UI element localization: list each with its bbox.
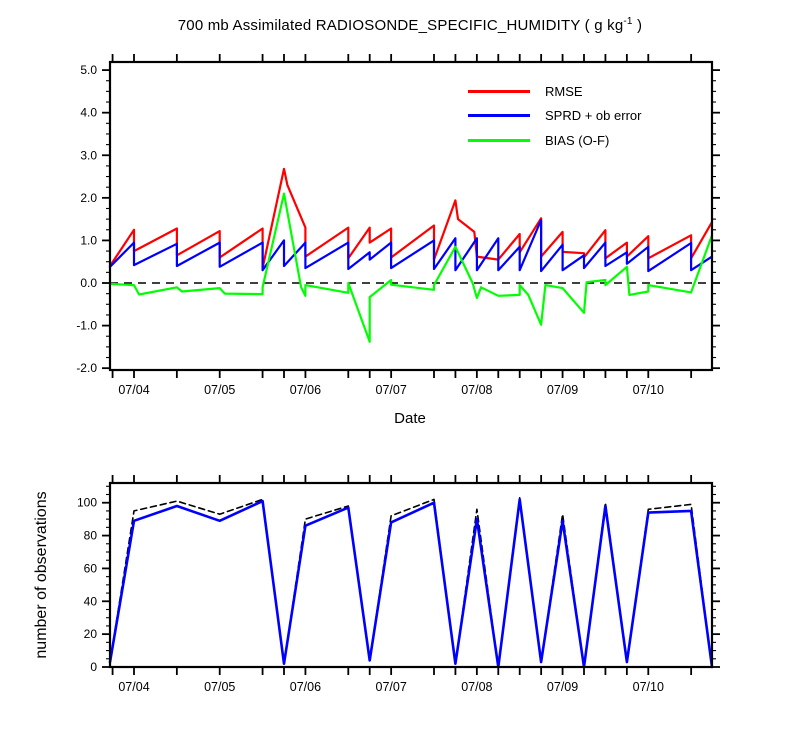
svg-text:07/04: 07/04	[118, 383, 150, 397]
svg-text:07/07: 07/07	[375, 680, 407, 694]
svg-text:07/06: 07/06	[289, 383, 322, 397]
svg-text:5.0: 5.0	[80, 63, 97, 78]
x-axis-title: Date	[394, 410, 426, 427]
bottom-chart-canvas	[0, 460, 800, 750]
legend-label-sprd: SPRD + ob error	[545, 108, 642, 123]
svg-text:0: 0	[90, 660, 97, 674]
svg-text:07/04: 07/04	[118, 680, 150, 694]
series-bias-o-f-	[110, 194, 712, 342]
svg-text:60: 60	[83, 561, 97, 576]
svg-text:0.0: 0.0	[80, 276, 97, 291]
svg-text:80: 80	[83, 528, 97, 543]
legend-label-rmse: RMSE	[545, 84, 583, 99]
series-observations-assimilated	[110, 499, 712, 667]
svg-text:07/09: 07/09	[546, 383, 579, 397]
y-axis-title-observations: number of observations	[33, 491, 50, 659]
svg-text:07/05: 07/05	[204, 680, 236, 694]
series-possible-observations	[110, 498, 712, 667]
chart-title-main: 700 mb Assimilated RADIOSONDE_SPECIFIC_HUMIDITY ( g kg	[177, 17, 624, 34]
bias-line-swatch	[468, 139, 530, 142]
svg-text:07/09: 07/09	[546, 680, 579, 694]
top-axes	[76, 54, 720, 397]
chart-title-end: )	[632, 17, 643, 34]
svg-text:100: 100	[76, 495, 97, 510]
svg-text:07/06: 07/06	[289, 680, 322, 694]
svg-text:07/08: 07/08	[461, 680, 493, 694]
svg-text:4.0: 4.0	[80, 105, 97, 120]
chart-title-superscript: -1	[623, 16, 633, 27]
svg-text:07/05: 07/05	[204, 383, 236, 397]
svg-text:3.0: 3.0	[80, 148, 97, 163]
svg-text:-1.0: -1.0	[76, 318, 97, 333]
svg-text:1.0: 1.0	[80, 233, 97, 248]
svg-text:07/07: 07/07	[375, 383, 407, 397]
bottom-plot-frame	[110, 483, 712, 667]
svg-text:2.0: 2.0	[80, 190, 97, 205]
svg-text:07/10: 07/10	[632, 383, 664, 397]
rmse-line-swatch	[468, 90, 530, 93]
svg-text:07/10: 07/10	[632, 680, 664, 694]
svg-text:40: 40	[83, 594, 97, 609]
svg-text:-2.0: -2.0	[76, 361, 97, 376]
svg-text:07/08: 07/08	[461, 383, 493, 397]
svg-text:20: 20	[83, 627, 97, 642]
sprd-line-swatch	[468, 114, 530, 117]
legend-label-bias: BIAS (O-F)	[545, 133, 610, 148]
